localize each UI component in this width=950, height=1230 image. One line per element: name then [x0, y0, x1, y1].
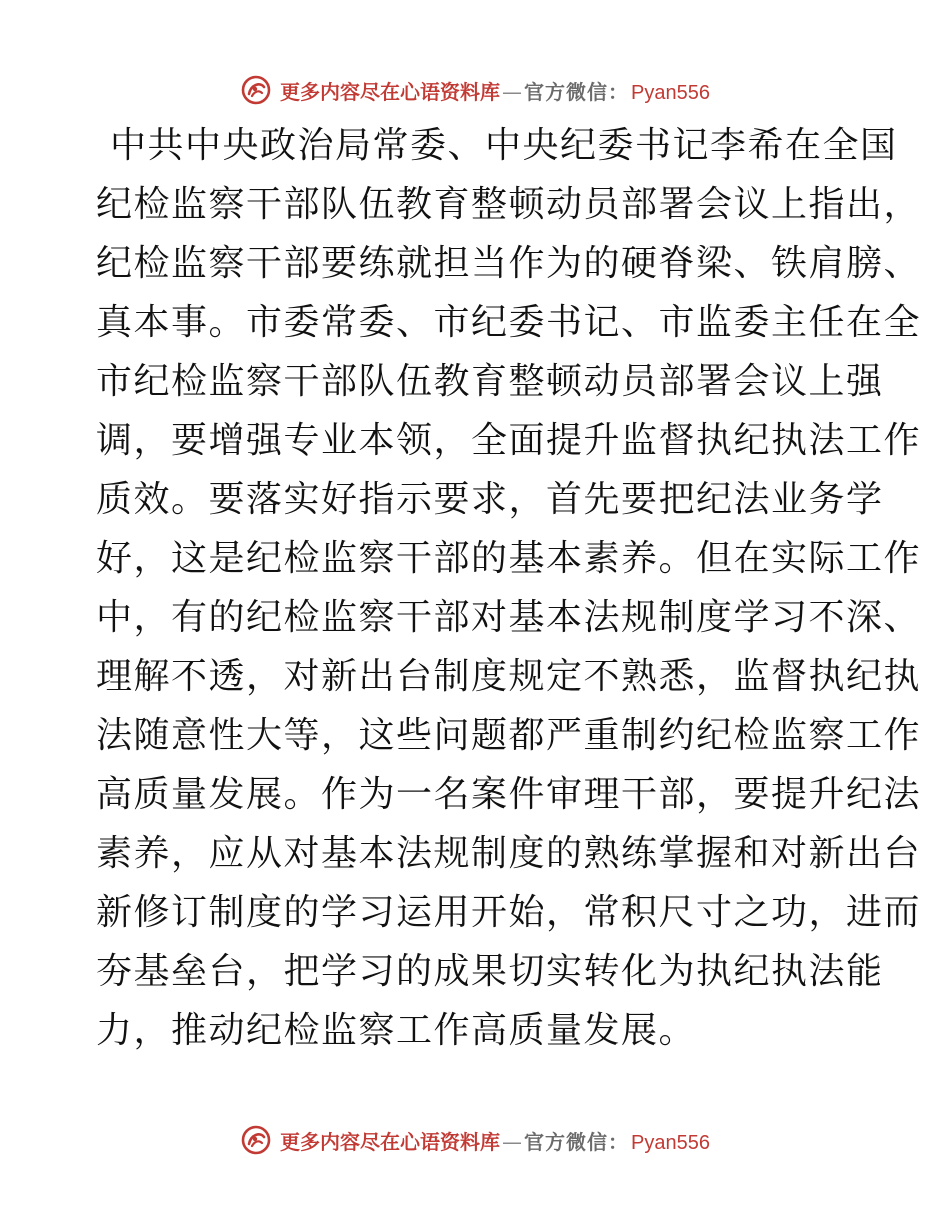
text-line: 中共中央政治局常委、中央纪委书记李希在全国: [110, 125, 898, 166]
banner-text: [280, 76, 710, 105]
text-line: 纪检监察干部队伍教育整顿动员部署会议上指出，: [96, 184, 922, 225]
site-name: 更多内容尽在心语资料库: [280, 79, 501, 104]
swirl-logo-icon: [240, 74, 272, 106]
text-line: 质效。要落实好指示要求，首先要把纪法业务学: [96, 479, 884, 520]
site-name: 更多内容尽在心语资料库: [280, 1129, 501, 1154]
text-line: 新修订制度的学习运用开始，常积尺寸之功，进而: [96, 892, 922, 933]
banner-text: [280, 1126, 710, 1155]
text-line: 市纪检监察干部队伍教育整顿动员部署会议上强: [96, 361, 884, 402]
body-text: [96, 116, 922, 1060]
footer-banner: [0, 1120, 950, 1160]
wechat-id: Pyan556: [631, 81, 710, 104]
banner-separator: —: [502, 79, 523, 104]
text-line: 素养，应从对基本法规制度的熟练掌握和对新出台: [96, 833, 922, 874]
header-banner: [0, 70, 950, 110]
swirl-logo-icon: [240, 1124, 272, 1156]
text-line: 中，有的纪检监察干部对基本法规制度学习不深、: [96, 597, 922, 638]
wechat-id: Pyan556: [631, 1131, 710, 1154]
text-line: 高质量发展。作为一名案件审理干部，要提升纪法: [96, 774, 922, 815]
text-line: 真本事。市委常委、市纪委书记、市监委主任在全: [96, 302, 922, 343]
text-line: 好，这是纪检监察干部的基本素养。但在实际工作: [96, 538, 922, 579]
official-wechat-label: 官方微信：: [524, 1129, 630, 1154]
text-line: 纪检监察干部要练就担当作为的硬脊梁、铁肩膀、: [96, 243, 922, 284]
text-line: 法随意性大等，这些问题都严重制约纪检监察工作: [96, 715, 922, 756]
text-line: 调，要增强专业本领，全面提升监督执纪执法工作: [96, 420, 922, 461]
text-line: 夯基垒台，把学习的成果切实转化为执纪执法能: [96, 951, 884, 992]
official-wechat-label: 官方微信：: [524, 79, 630, 104]
banner-separator: —: [502, 1129, 523, 1154]
text-line: 理解不透，对新出台制度规定不熟悉，监督执纪执: [96, 656, 922, 697]
text-line: 力，推动纪检监察工作高质量发展。: [96, 1010, 697, 1051]
